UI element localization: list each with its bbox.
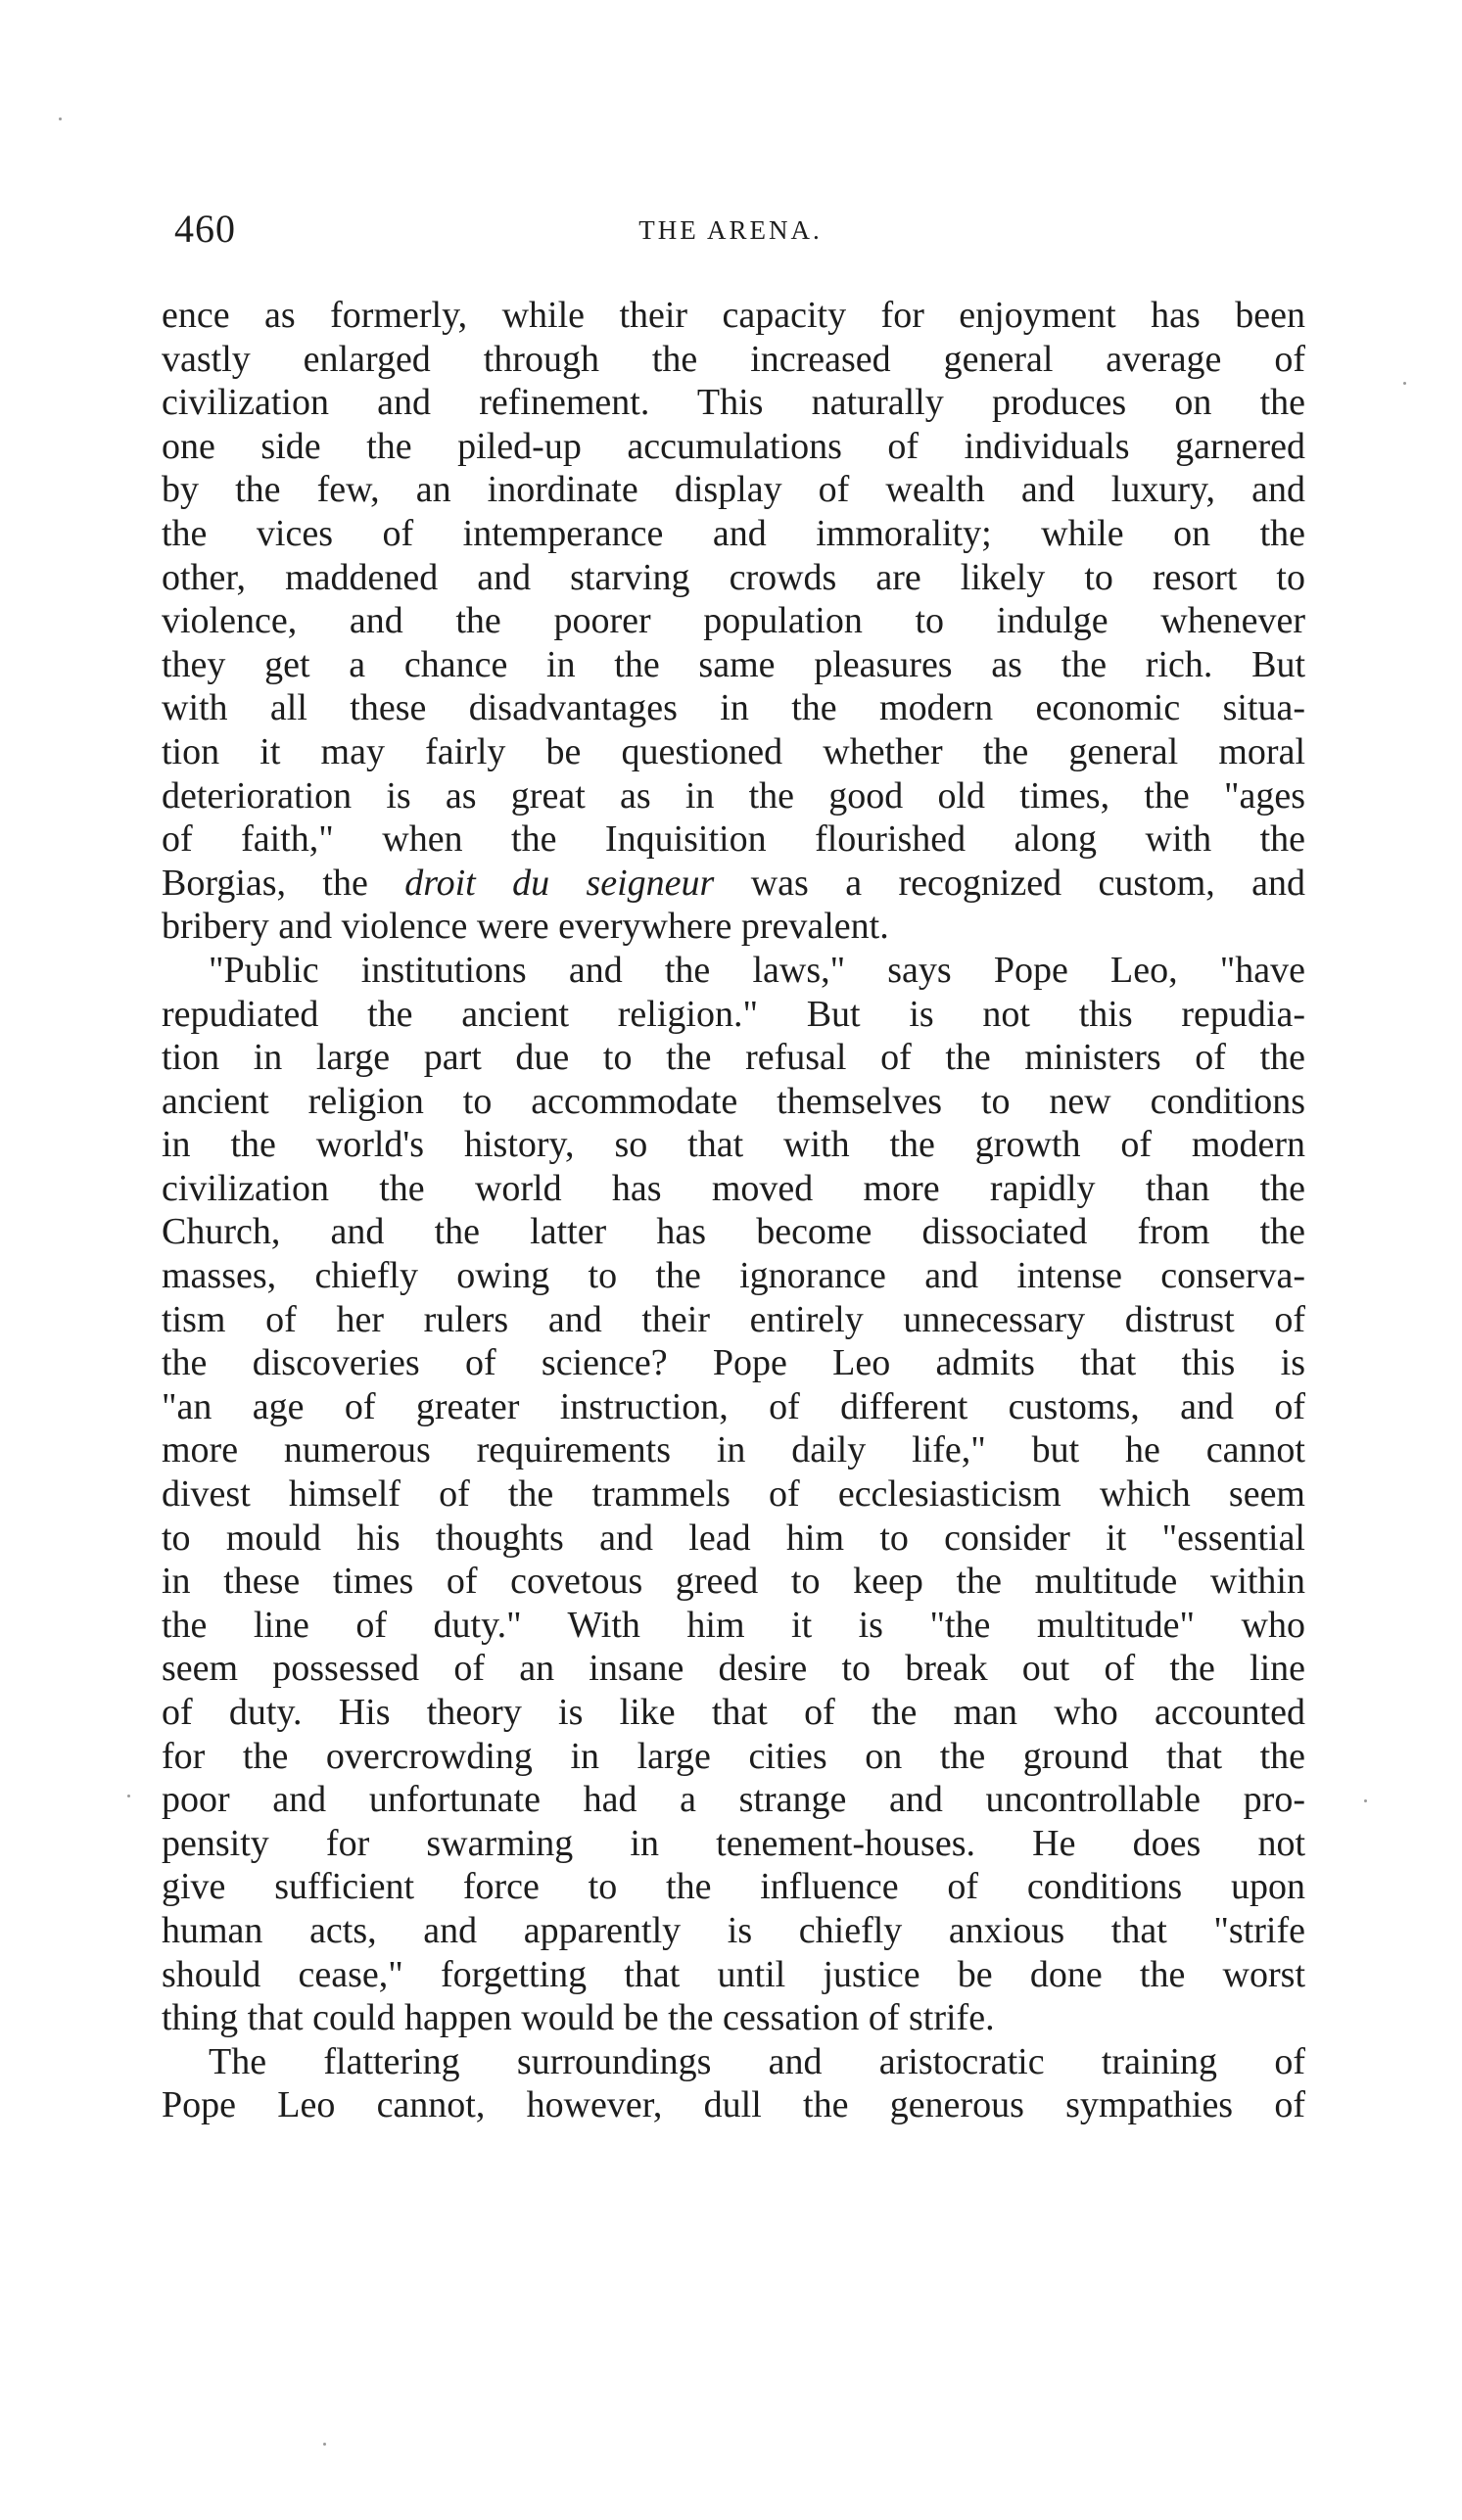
text-line: divest himself of the trammels of ecclesiasticism which seem [162,1473,1305,1516]
italic-phrase: droit du seigneur [404,862,715,904]
text-line: repudiated the ancient religion." But is not this repudia- [162,993,1305,1035]
text-line: masses, chiefly owing to the ignorance and intense conserva- [162,1255,1305,1297]
text-line [162,862,1305,906]
text-line: by the few, an inordinate display of wealth and luxury, and [162,469,1305,511]
paper-speck [127,1795,130,1797]
text-line: tion it may fairly be questioned whether the general moral [162,730,1305,772]
text-line: human acts, and apparently is chiefly anxious that "strife [162,1909,1305,1951]
paper-speck [323,2443,326,2446]
text-line: give sufficient force to the influence of conditions upon [162,1866,1305,1908]
text-line: one side the piled-up accumulations of individuals garnered [162,425,1305,467]
text-line: vastly enlarged through the increased general average of [162,338,1305,380]
text-line: tion in large part due to the refusal of the ministers of the [162,1037,1305,1079]
running-head [174,206,1287,255]
text-line: should cease," forgetting that until justice be done the worst [162,1953,1305,1995]
text-line: of faith," when the Inquisition flourished along with the [162,818,1305,861]
text-line: poor and unfortunate had a strange and uncontrollable pro- [162,1779,1305,1821]
text-run: was a recognized custom, and [714,862,1305,904]
text-line: the discoveries of science? Pope Leo admits that this is [162,1342,1305,1384]
text-line: "an age of greater instruction, of different customs, and of [162,1385,1305,1427]
text-line: more numerous requirements in daily life," but he cannot [162,1429,1305,1471]
text-line: the vices of intemperance and immorality; while on the [162,512,1305,554]
text-line: The flattering surroundings and aristocratic training of [209,2040,1305,2082]
paper-speck [1364,1799,1367,1802]
text-line: seem possessed of an insane desire to break out of the line [162,1648,1305,1690]
page-number: 460 [174,207,236,251]
text-line: they get a chance in the same pleasures as the rich. But [162,643,1305,685]
text-line: ancient religion to accommodate themselves to new conditions [162,1080,1305,1122]
text-line: in the world's history, so that with the growth of modern [162,1124,1305,1166]
text-line: violence, and the poorer population to indulge whenever [162,600,1305,642]
text-line: Church, and the latter has become dissociated from the [162,1211,1305,1253]
text-line: ence as formerly, while their capacity for enjoyment has been [162,295,1305,336]
text-line: for the overcrowding in large cities on the ground that the [162,1735,1305,1777]
journal-title: THE ARENA. [638,215,823,245]
text-line: in these times of covetous greed to keep the multitude within [162,1561,1305,1603]
paper-speck [59,117,62,120]
text-line: pensity for swarming in tenement-houses. He does not [162,1822,1305,1864]
text-line: to mould his thoughts and lead him to consider it "essential [162,1517,1305,1559]
text-line: Pope Leo cannot, however, dull the generous sympathies of [162,2084,1305,2126]
text-line: with all these disadvantages in the modern economic situa- [162,687,1305,729]
paper-speck [1403,382,1406,385]
text-line: deterioration is as great as in the good old times, the "ages [162,774,1305,817]
text-line: of duty. His theory is like that of the man who accounted [162,1692,1305,1733]
text-line: the line of duty." With him it is "the multitude" who [162,1604,1305,1646]
text-line: "Public institutions and the laws," says Pope Leo, "have [209,949,1305,991]
text-line: civilization and refinement. This naturally produces on the [162,382,1305,424]
text-line: other, maddened and starving crowds are likely to resort to [162,556,1305,598]
body-text [162,294,1305,2127]
text-line: thing that could happen would be the cessation of strife. [162,1997,995,2039]
text-line: tism of her rulers and their entirely unnecessary distrust of [162,1298,1305,1340]
text-run: Borgias, the [162,862,405,904]
text-line: civilization the world has moved more rapidly than the [162,1167,1305,1209]
text-line: bribery and violence were everywhere prevalent. [162,906,889,948]
